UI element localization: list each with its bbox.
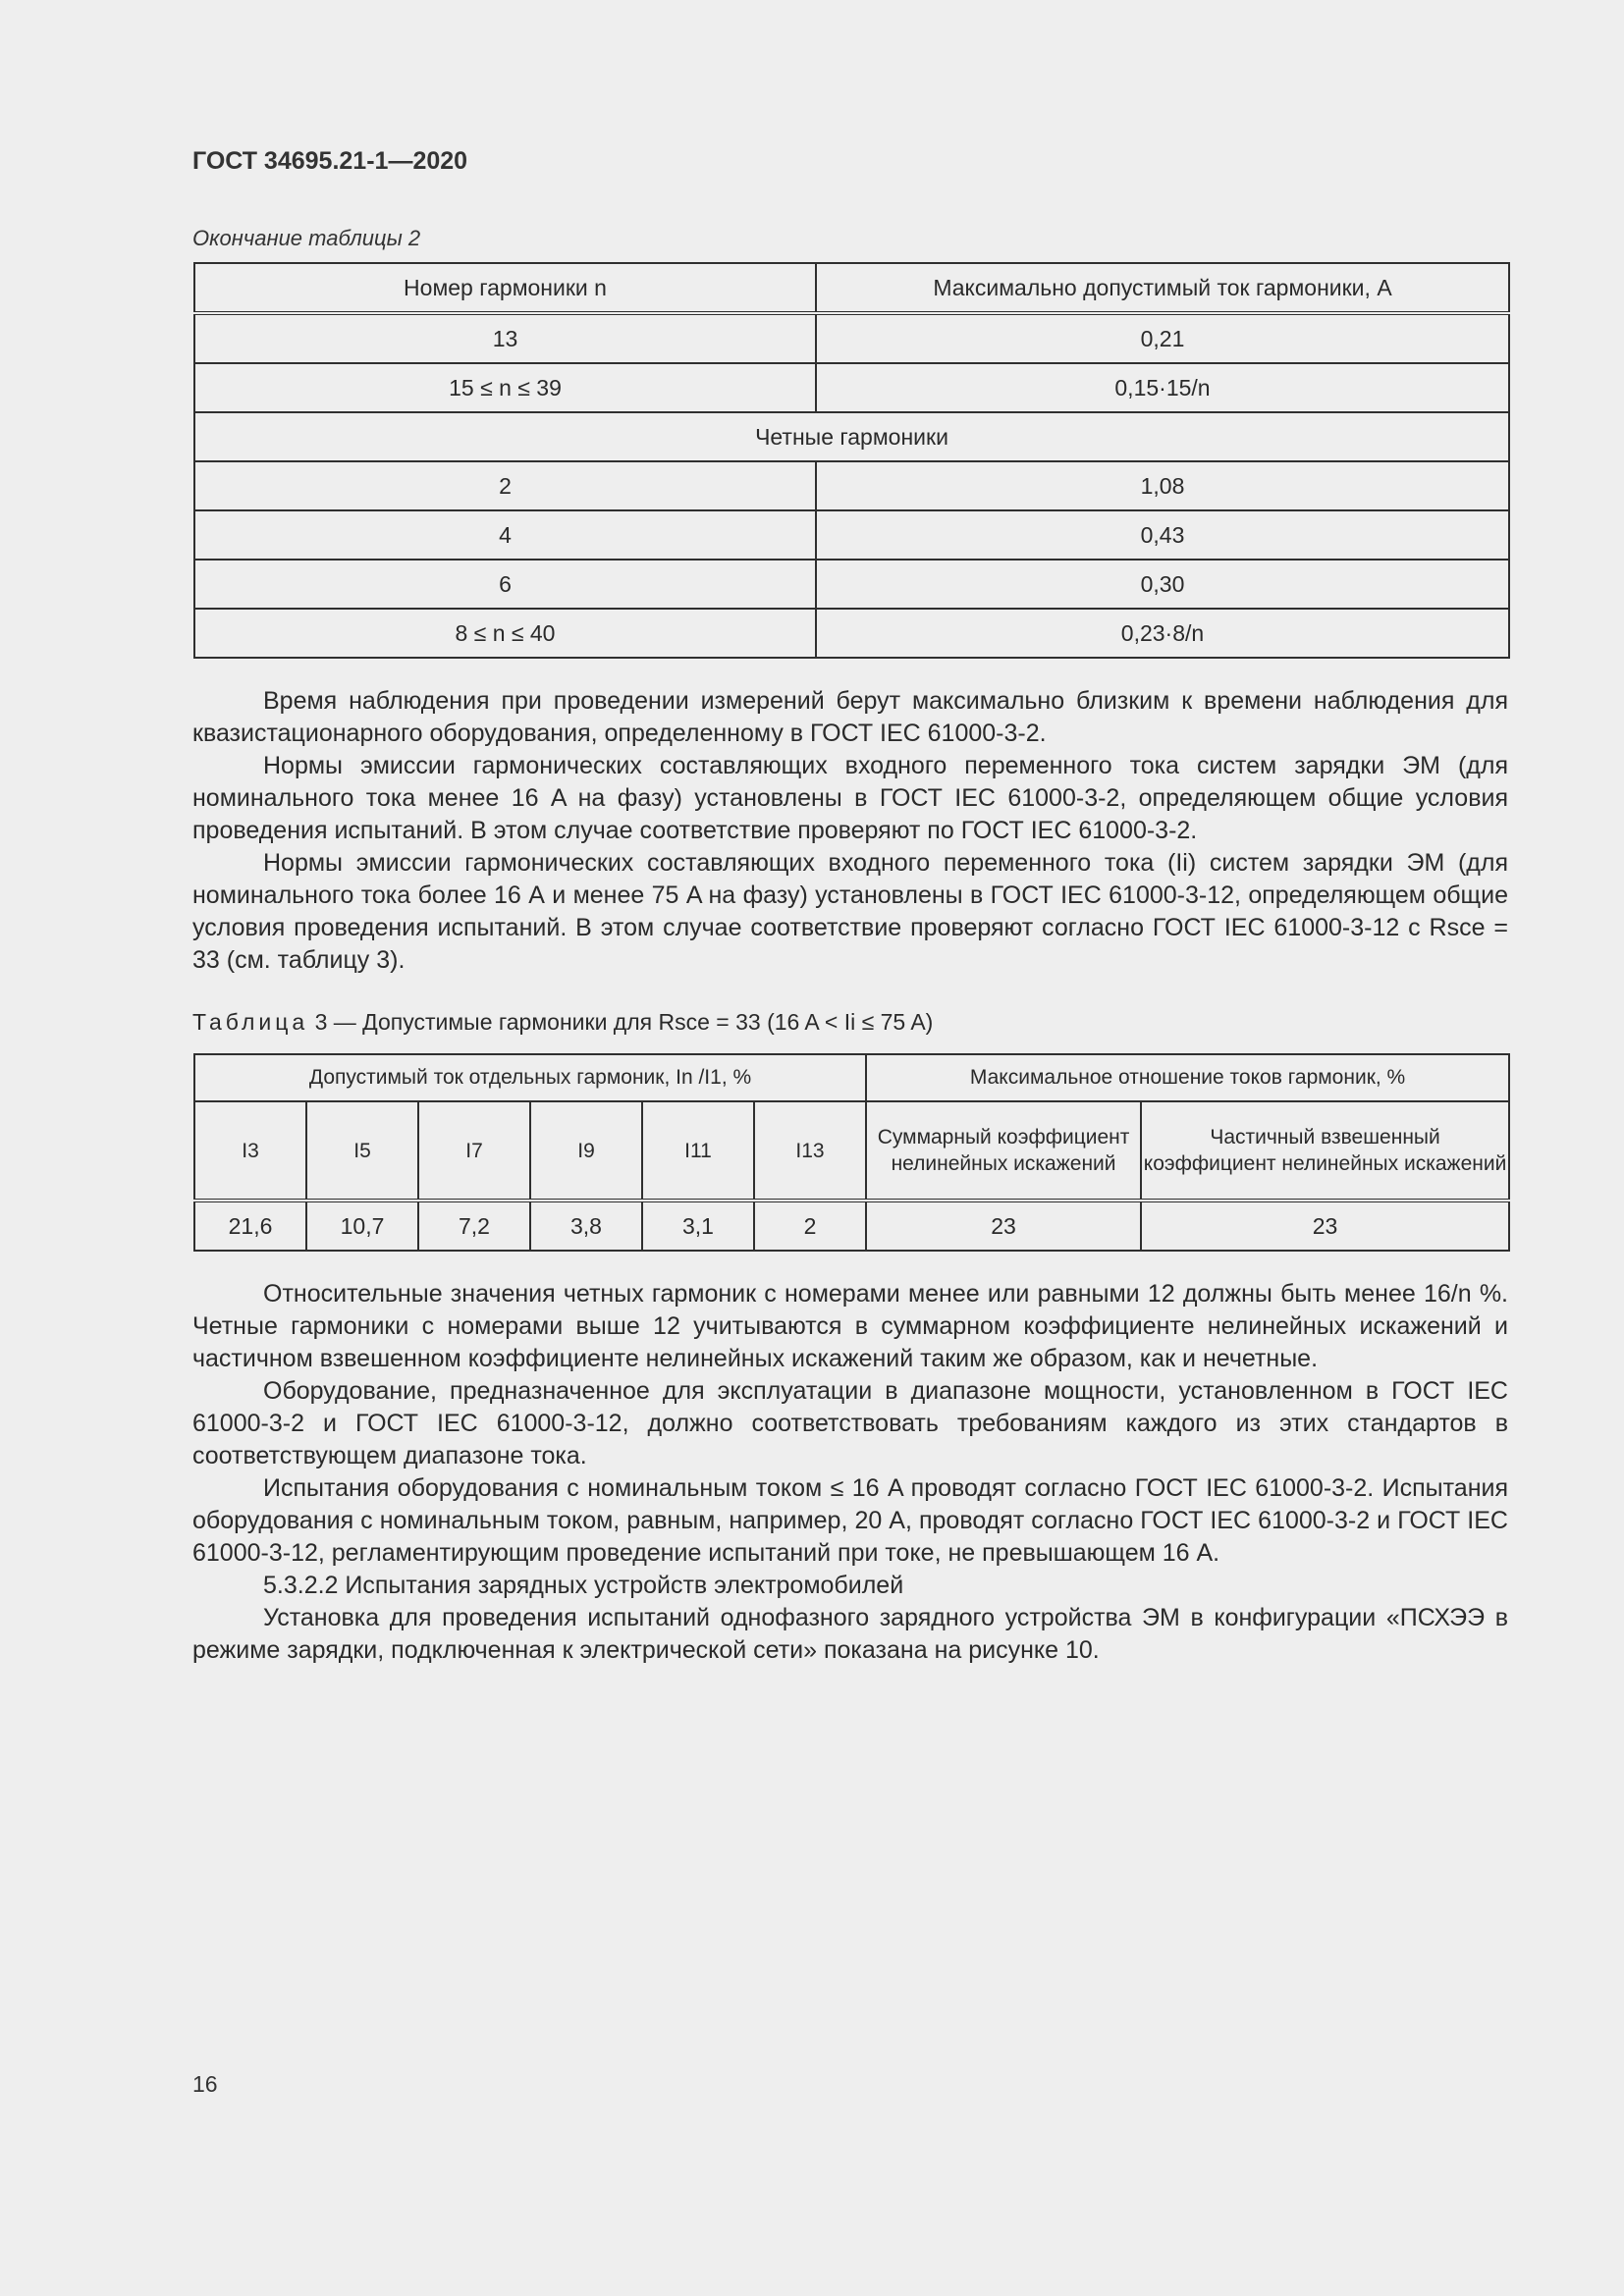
table-cell: 2 [194,461,816,510]
table-cell: 23 [1141,1201,1509,1251]
table-row [194,609,1509,658]
column-group-header: Максимальное отношение токов гармоник, % [866,1054,1509,1101]
table-header-row [194,1054,1509,1101]
paragraph: Время наблюдения при проведении измерений берут максимально близким к времени наблюдения для квазистационарного оборудования, определенному в ГОСТ IEC 61000-3-2. [192,687,1508,747]
table-cell: 3,8 [530,1201,642,1251]
table-cell: 23 [866,1201,1141,1251]
table3-caption [192,1009,933,1036]
table-cell: 7,2 [418,1201,530,1251]
table2-caption: Окончание таблицы 2 [192,226,421,250]
paragraph: Испытания оборудования с номинальным током ≤ 16 A проводят согласно ГОСТ IEC 61000-3-2. Испытания оборудования с номинальным током, равным, например, 20 A, проводят согласно ГОСТ IEC 61000-3-2 и ГОСТ IEC 61000-3-12, регламентирующим проведение испытаний при токе, не превышающем 16 А. [192,1474,1508,1567]
paragraph: Нормы эмиссии гармонических составляющих входного переменного тока систем зарядки ЭМ (для номинального тока менее 16 A на фазу) установлены в ГОСТ IEC 61000-3-2, определяющем общие условия проведения испытаний. В этом случае соответствие проверяют по ГОСТ IEC 61000-3-2. [192,752,1508,844]
table3-caption-prefix: Таблица [192,1009,309,1035]
table-cell: 15 ≤ n ≤ 39 [194,363,816,412]
paragraph: Оборудование, предназначенное для эксплуатации в диапазоне мощности, установленном в ГОСТ IEC 61000-3-2 и ГОСТ IEC 61000-3-12, должно соответствовать требованиям каждого из этих стандартов в соответствующем диапазоне тока. [192,1377,1508,1469]
table-cell: 0,43 [816,510,1509,560]
table-cell: 0,23·8/n [816,609,1509,658]
body-text-1 [192,685,1508,977]
table-row [194,461,1509,510]
table-cell: 0,30 [816,560,1509,609]
table-cell: 4 [194,510,816,560]
document-header: ГОСТ 34695.21-1—2020 [192,147,468,175]
table-row [194,363,1509,412]
column-header: I9 [530,1101,642,1201]
column-header: Номер гармоники n [194,263,816,313]
section-heading: Четные гармоники [194,412,1509,461]
table-row [194,510,1509,560]
table-header-row [194,263,1509,313]
column-header: I11 [642,1101,754,1201]
table-cell: 0,21 [816,313,1509,363]
column-group-header: Допустимый ток отдельных гармоник, In /I1, % [194,1054,866,1101]
section-heading: 5.3.2.2 Испытания зарядных устройств электромобилей [263,1572,904,1599]
column-header: I5 [306,1101,418,1201]
column-header: Максимально допустимый ток гармоники, A [816,263,1509,313]
table-row [194,560,1509,609]
column-header: I7 [418,1101,530,1201]
table-cell: 3,1 [642,1201,754,1251]
table-subheader-row [194,1101,1509,1201]
table-section-row [194,412,1509,461]
paragraph: Относительные значения четных гармоник с номерами менее или равными 12 должны быть менее 16/n %. Четные гармоники с номерами выше 12 учитываются в суммарном коэффициенте нелинейных искажений и частичном взвешенном коэффициенте нелинейных искажений таким же образом, как и нечетные. [192,1280,1508,1372]
column-header: Суммарный коэффициент нелинейных искажений [866,1101,1141,1201]
page-number: 16 [192,2071,218,2097]
paragraph: Нормы эмиссии гармонических составляющих входного переменного тока (Ii) систем зарядки ЭМ (для номинального тока более 16 А и менее 75 A на фазу) установлены в ГОСТ IEC 61000-3-12, определяющем общие условия проведения испытаний. В этом случае соответствие проверяют согласно ГОСТ IEC 61000-3-12 с Rsce = 33 (см. таблицу 3). [192,849,1508,974]
table-2 [193,262,1510,659]
table-cell: 1,08 [816,461,1509,510]
column-header: I3 [194,1101,306,1201]
table-cell: 10,7 [306,1201,418,1251]
table-cell: 13 [194,313,816,363]
column-header: I13 [754,1101,866,1201]
table-cell: 2 [754,1201,866,1251]
column-header: Частичный взвешенный коэффициент нелинейных искажений [1141,1101,1509,1201]
table-cell: 0,15·15/n [816,363,1509,412]
table-cell: 6 [194,560,816,609]
table-3 [193,1053,1510,1252]
body-text-2 [192,1278,1508,1667]
table-row [194,313,1509,363]
table-row [194,1201,1509,1251]
table-cell: 21,6 [194,1201,306,1251]
table3-caption-text: 3 — Допустимые гармоники для Rsce = 33 (16 A < Ii ≤ 75 A) [314,1009,934,1035]
paragraph: Установка для проведения испытаний однофазного зарядного устройства ЭМ в конфигурации «ПСХЭЭ в режиме зарядки, подключенная к электрической сети» показана на рисунке 10. [192,1604,1508,1664]
table-cell: 8 ≤ n ≤ 40 [194,609,816,658]
